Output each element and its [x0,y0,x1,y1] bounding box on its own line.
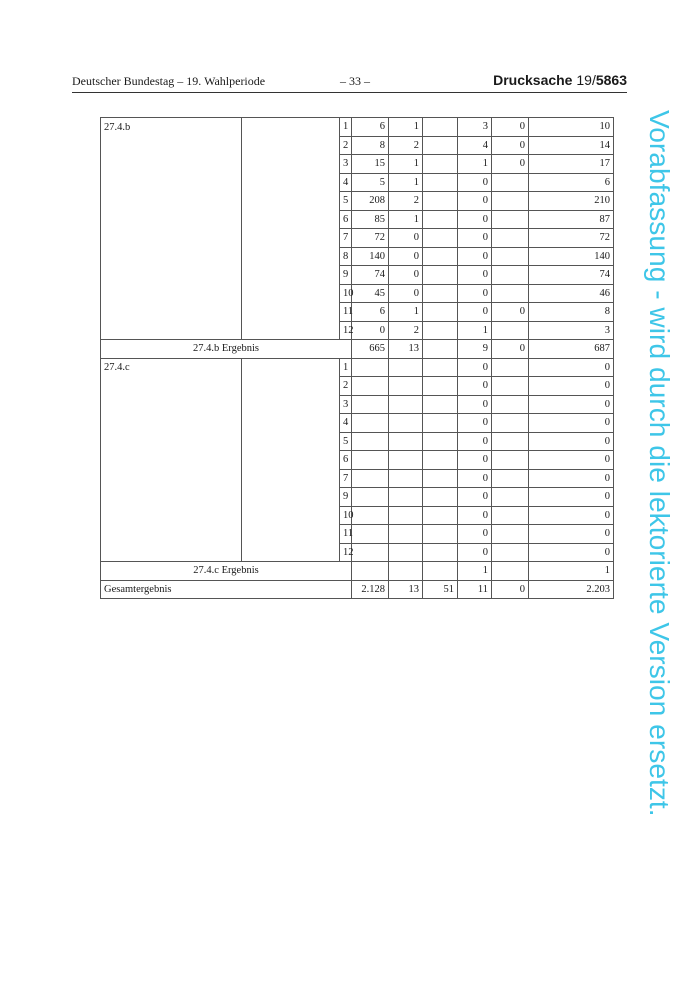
value-cell [352,451,389,470]
table-row [101,229,614,248]
group-label [101,432,242,451]
table-row [101,136,614,155]
value-cell [423,488,458,507]
value-cell [352,414,389,433]
sub-label [242,173,340,192]
table-row [101,284,614,303]
row-number: 7 [340,469,352,488]
value-cell: 1 [389,173,423,192]
group-label [101,377,242,396]
sub-label [242,118,340,137]
sub-label [242,451,340,470]
total-row [101,580,614,599]
page-header [72,72,627,93]
value-cell [423,247,458,266]
value-cell [492,358,529,377]
value-cell [492,451,529,470]
value-cell: 1 [458,562,492,581]
group-label [101,284,242,303]
value-cell: 0 [458,451,492,470]
header-doc-period: 19/ [576,72,596,88]
value-cell: 0 [492,118,529,137]
value-cell: 72 [352,229,389,248]
row-number: 5 [340,432,352,451]
value-cell [423,192,458,211]
sub-label [242,155,340,174]
value-cell: 0 [492,136,529,155]
value-cell: 140 [529,247,614,266]
value-cell: 2.128 [352,580,389,599]
value-cell [492,192,529,211]
value-cell: 208 [352,192,389,211]
value-cell: 8 [529,303,614,322]
value-cell: 0 [458,284,492,303]
sub-label [242,469,340,488]
value-cell [492,173,529,192]
value-cell [423,155,458,174]
value-cell [492,395,529,414]
table-row [101,377,614,396]
value-cell [389,469,423,488]
group-label [101,451,242,470]
value-cell [352,543,389,562]
value-cell: 6 [529,173,614,192]
value-cell [423,543,458,562]
value-cell [423,377,458,396]
value-cell [492,321,529,340]
group-label [101,303,242,322]
value-cell: 6 [352,303,389,322]
value-cell [352,358,389,377]
value-cell [423,525,458,544]
value-cell [492,432,529,451]
value-cell: 74 [529,266,614,285]
sub-label [242,284,340,303]
row-number: 12 [340,321,352,340]
value-cell: 0 [458,525,492,544]
value-cell: 85 [352,210,389,229]
value-cell [423,136,458,155]
row-label: Gesamtergebnis [101,580,352,599]
summary-row [101,562,614,581]
value-cell: 0 [458,469,492,488]
value-cell: 2 [389,192,423,211]
table-row [101,173,614,192]
sub-label [242,543,340,562]
table-row [101,432,614,451]
group-label: 27.4.b [101,118,242,137]
row-number: 1 [340,358,352,377]
value-cell: 2 [389,136,423,155]
table-row [101,451,614,470]
value-cell [492,266,529,285]
value-cell: 0 [458,266,492,285]
sub-label [242,358,340,377]
sub-label [242,229,340,248]
row-number: 10 [340,284,352,303]
header-page-number: – 33 – [340,74,370,88]
table-row [101,192,614,211]
value-cell: 0 [492,580,529,599]
header-publication: Deutscher Bundestag – 19. Wahlperiode [72,74,266,88]
value-cell: 0 [529,543,614,562]
value-cell [423,303,458,322]
value-cell: 1 [389,118,423,137]
value-cell [423,432,458,451]
value-cell: 51 [423,580,458,599]
value-cell [423,414,458,433]
row-number: 10 [340,506,352,525]
value-cell: 0 [529,377,614,396]
row-number: 9 [340,488,352,507]
row-number: 2 [340,136,352,155]
value-cell: 74 [352,266,389,285]
value-cell: 45 [352,284,389,303]
value-cell: 665 [352,340,389,359]
value-cell: 0 [458,395,492,414]
table-row [101,247,614,266]
sub-label [242,321,340,340]
value-cell: 0 [458,192,492,211]
value-cell: 1 [389,155,423,174]
value-cell: 0 [458,358,492,377]
value-cell [492,284,529,303]
value-cell [389,562,423,581]
value-cell: 0 [492,303,529,322]
value-cell [352,395,389,414]
value-cell: 0 [492,155,529,174]
value-cell: 140 [352,247,389,266]
value-cell [389,432,423,451]
group-label [101,173,242,192]
value-cell: 0 [529,469,614,488]
sub-label [242,192,340,211]
row-number: 4 [340,173,352,192]
value-cell [423,506,458,525]
value-cell: 0 [458,247,492,266]
group-label [101,395,242,414]
sub-label [242,432,340,451]
group-label [101,210,242,229]
table-row [101,303,614,322]
value-cell [389,543,423,562]
value-cell: 0 [529,432,614,451]
value-cell [492,562,529,581]
value-cell: 87 [529,210,614,229]
value-cell [352,377,389,396]
table-row [101,543,614,562]
row-number: 3 [340,155,352,174]
value-cell [423,395,458,414]
row-number: 11 [340,525,352,544]
group-label [101,469,242,488]
value-cell: 0 [389,284,423,303]
row-number: 4 [340,414,352,433]
value-cell: 0 [529,488,614,507]
value-cell [352,488,389,507]
value-cell: 0 [529,451,614,470]
value-cell: 0 [529,525,614,544]
group-label [101,506,242,525]
value-cell: 0 [458,173,492,192]
value-cell [389,488,423,507]
header-doc-id: 5863 [595,72,627,88]
row-number: 8 [340,247,352,266]
value-cell: 0 [529,395,614,414]
value-cell: 11 [458,580,492,599]
value-cell [389,525,423,544]
value-cell: 1 [389,210,423,229]
table-row [101,525,614,544]
group-label: 27.4.c [101,358,242,377]
value-cell: 0 [492,340,529,359]
sub-label [242,377,340,396]
value-cell: 5 [352,173,389,192]
value-cell: 8 [352,136,389,155]
value-cell [492,525,529,544]
group-label [101,155,242,174]
row-number: 7 [340,229,352,248]
value-cell: 2.203 [529,580,614,599]
row-number: 1 [340,118,352,137]
table-row [101,118,614,137]
value-cell [423,173,458,192]
value-cell [492,543,529,562]
group-label [101,414,242,433]
value-cell: 1 [458,155,492,174]
value-cell [492,469,529,488]
value-cell [492,247,529,266]
value-cell [423,321,458,340]
row-number: 6 [340,210,352,229]
table-row [101,488,614,507]
value-cell [492,377,529,396]
value-cell: 687 [529,340,614,359]
value-cell [352,525,389,544]
value-cell [492,229,529,248]
sub-label [242,303,340,322]
value-cell [389,451,423,470]
table-row [101,395,614,414]
value-cell: 1 [389,303,423,322]
group-label [101,488,242,507]
value-cell [423,358,458,377]
value-cell [389,395,423,414]
header-doc-label: Drucksache [493,72,573,88]
sub-label [242,506,340,525]
watermark-svg [602,110,682,910]
table-row [101,321,614,340]
value-cell: 17 [529,155,614,174]
value-cell [423,210,458,229]
row-number: 5 [340,192,352,211]
value-cell: 0 [389,266,423,285]
value-cell [423,562,458,581]
value-cell: 0 [458,210,492,229]
group-label [101,321,242,340]
value-cell: 6 [352,118,389,137]
value-cell: 3 [458,118,492,137]
row-label: 27.4.b Ergebnis [101,340,352,359]
value-cell [389,414,423,433]
value-cell: 1 [458,321,492,340]
value-cell [492,506,529,525]
group-label [101,247,242,266]
value-cell: 4 [458,136,492,155]
table-row [101,210,614,229]
value-cell [389,358,423,377]
row-number: 12 [340,543,352,562]
sub-label [242,395,340,414]
value-cell: 14 [529,136,614,155]
sub-label [242,247,340,266]
value-cell: 0 [458,506,492,525]
value-cell: 46 [529,284,614,303]
header-document-number [493,72,627,88]
value-cell [352,506,389,525]
value-cell: 0 [458,229,492,248]
watermark-text: Vorabfassung - wird durch die lektorierte Version ersetzt. [644,110,676,817]
draft-watermark [602,110,682,910]
value-cell [492,210,529,229]
value-cell: 0 [529,506,614,525]
value-cell [389,377,423,396]
value-cell [492,488,529,507]
value-cell: 0 [458,488,492,507]
value-cell: 3 [529,321,614,340]
row-number: 2 [340,377,352,396]
value-cell: 15 [352,155,389,174]
sub-label [242,488,340,507]
value-cell: 0 [458,377,492,396]
value-cell [352,469,389,488]
sub-label [242,414,340,433]
table-row [101,469,614,488]
value-cell: 0 [458,543,492,562]
sub-label [242,525,340,544]
value-cell: 9 [458,340,492,359]
value-cell: 0 [352,321,389,340]
sub-label [242,266,340,285]
value-cell [492,414,529,433]
row-number: 3 [340,395,352,414]
table-row [101,358,614,377]
group-label [101,136,242,155]
row-number: 6 [340,451,352,470]
group-label [101,266,242,285]
sub-label [242,136,340,155]
table-row [101,414,614,433]
group-label [101,229,242,248]
value-cell: 13 [389,580,423,599]
value-cell: 0 [458,303,492,322]
sub-label [242,210,340,229]
group-label [101,543,242,562]
table-row [101,155,614,174]
row-label: 27.4.c Ergebnis [101,562,352,581]
group-label [101,525,242,544]
group-label [101,192,242,211]
value-cell: 0 [529,414,614,433]
value-cell: 0 [458,432,492,451]
value-cell [423,284,458,303]
value-cell [423,469,458,488]
value-cell [423,229,458,248]
table-row [101,266,614,285]
value-cell [423,451,458,470]
value-cell: 1 [529,562,614,581]
value-cell [352,432,389,451]
results-table [100,117,614,599]
value-cell [423,340,458,359]
value-cell: 10 [529,118,614,137]
row-number: 11 [340,303,352,322]
value-cell [389,506,423,525]
value-cell: 0 [389,247,423,266]
table-row [101,506,614,525]
value-cell [352,562,389,581]
summary-row [101,340,614,359]
value-cell: 210 [529,192,614,211]
value-cell [423,118,458,137]
value-cell: 2 [389,321,423,340]
value-cell: 0 [529,358,614,377]
row-number: 9 [340,266,352,285]
value-cell: 0 [458,414,492,433]
value-cell: 13 [389,340,423,359]
value-cell: 72 [529,229,614,248]
value-cell: 0 [389,229,423,248]
value-cell [423,266,458,285]
